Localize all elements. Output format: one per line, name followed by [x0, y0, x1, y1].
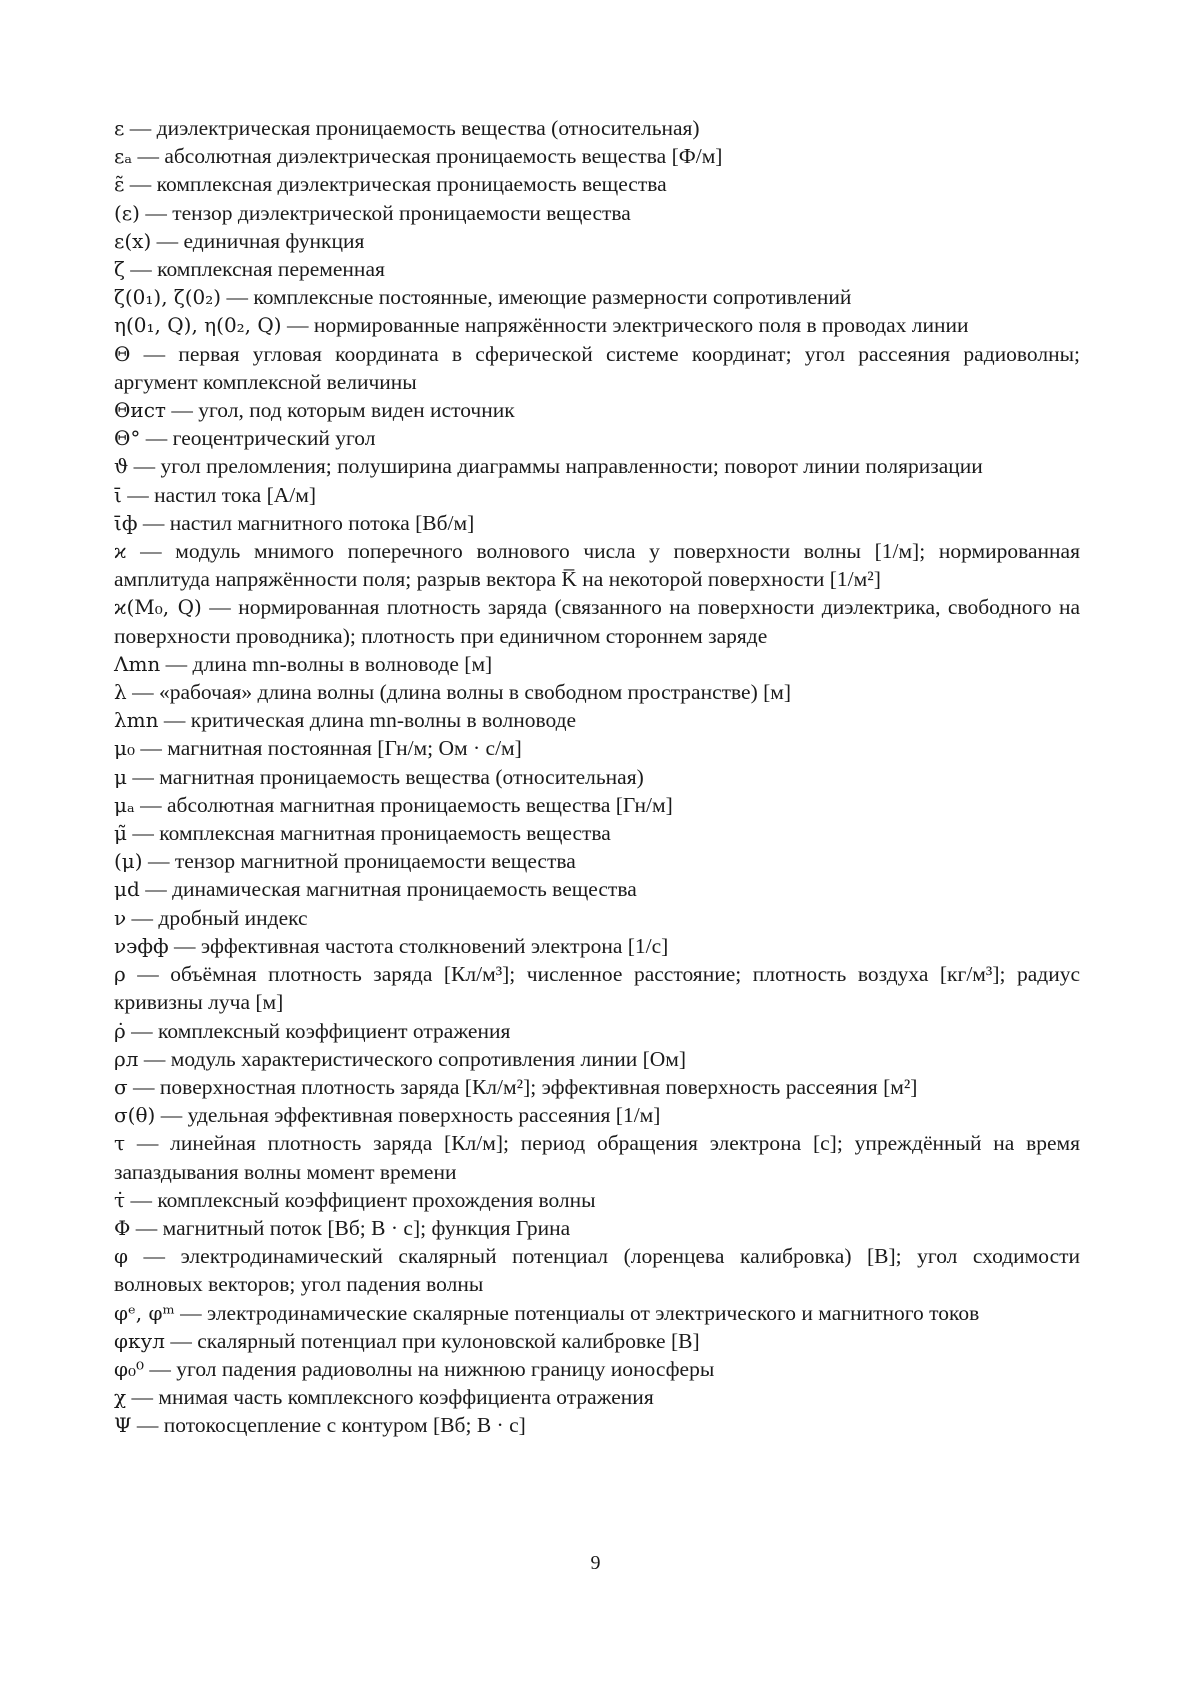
entry-symbol: ζ [114, 257, 125, 282]
entry-description: настил тока [А/м] [154, 482, 317, 507]
entry-dash: — [171, 398, 193, 423]
notation-entry [114, 114, 1080, 142]
notation-entry [114, 255, 1080, 283]
notation-entry [114, 396, 1080, 424]
entry-dash: — [174, 933, 196, 958]
entry-dash: — [131, 1018, 153, 1043]
entry-description: настил магнитного потока [Вб/м] [169, 510, 475, 535]
entry-description: длина mn-волны в волноводе [м] [192, 651, 493, 676]
entry-description: угол, под которым виден источник [198, 398, 515, 423]
entry-description: угол преломления; полуширина диаграммы направленности; поворот линии поляризации [160, 454, 983, 479]
notation-entry [114, 1299, 1080, 1327]
entry-dash: — [136, 1413, 159, 1438]
entry-dash: — [137, 144, 159, 169]
notation-entry [114, 424, 1080, 452]
notation-entry [114, 734, 1080, 762]
entry-symbol: ζ(0₁), ζ(0₂) [114, 285, 222, 310]
entry-description: магнитная проницаемость вещества (относительная) [159, 764, 644, 789]
entry-dash: — [145, 877, 167, 902]
entry-dash: — [129, 116, 152, 140]
entry-description: нормированная плотность заряда (связанного на поверхности диэлектрика, свободного на поверхности проводника); плотность при единичном стороннем заряде [114, 595, 1081, 648]
entry-description: комплексная магнитная проницаемость вещества [159, 821, 611, 846]
entry-description: первая угловая координата в сферической системе координат; угол рассеяния радиоволны; аргумент комплексной величины [114, 341, 1081, 394]
entry-symbol: φ₀⁰ [114, 1356, 145, 1381]
notation-entry [114, 791, 1080, 819]
page-number: 9 [590, 1552, 601, 1574]
notation-entry [114, 340, 1080, 396]
entry-symbol: μ [114, 764, 127, 789]
notation-entry [114, 1242, 1080, 1298]
entry-dash: — [137, 962, 159, 987]
entry-symbol: ῑф [114, 510, 138, 535]
entry-symbol: ν [114, 905, 127, 930]
entry-symbol: ρ [114, 962, 126, 987]
entry-dash: — [133, 1074, 155, 1099]
entry-description: объёмная плотность заряда [Кл/м³]; численное расстояние; плотность воздуха [кг/м³]; радиус кривизны луча [м] [114, 962, 1080, 1015]
entry-symbol: Ψ [114, 1413, 132, 1438]
entry-description: модуль характеристического сопротивления линии [Ом] [170, 1046, 687, 1071]
notation-entry [114, 1073, 1080, 1101]
entry-symbol: ῑ [114, 482, 122, 507]
entry-dash: — [143, 1046, 166, 1071]
entry-dash: — [156, 228, 179, 253]
entry-dash: — [226, 285, 248, 310]
entry-description: комплексный коэффициент отражения [158, 1018, 511, 1043]
entry-description: динамическая магнитная проницаемость вещества [172, 877, 637, 902]
entry-symbol: ε̃ [114, 172, 125, 197]
entry-dash: — [140, 792, 162, 817]
entry-symbol: μd [114, 877, 140, 902]
entry-dash: — [136, 1131, 159, 1156]
entry-description: магнитная постоянная [Гн/м; Ом · с/м] [167, 736, 522, 761]
entry-symbol: ϑ [114, 454, 129, 479]
entry-description: модуль мнимого поперечного волнового числа у поверхности волны [1/м]; нормированная амплитуда напряжённости поля; разрыв вектора K̅ на некоторой поверхности [1/м²] [114, 539, 1080, 592]
notation-entry [114, 650, 1080, 678]
entry-symbol: μₐ [114, 792, 135, 817]
entry-description: комплексные постоянные, имеющие размерности сопротивлений [253, 285, 852, 310]
entry-description: удельная эффективная поверхность рассеяния [1/м] [187, 1103, 661, 1128]
entry-description: единичная функция [183, 228, 365, 253]
entry-dash: — [145, 200, 167, 225]
notation-entry [114, 311, 1080, 339]
entry-symbol: φᵉ, φᵐ [114, 1300, 175, 1325]
entry-dash: — [132, 821, 154, 846]
entry-symbol: Φ [114, 1215, 131, 1240]
entry-symbol: Θ° [114, 426, 141, 451]
entry-dash: — [131, 1385, 153, 1410]
entry-symbol: (ε) [114, 200, 140, 225]
notation-entry [114, 509, 1080, 537]
entry-symbol: ε(x) [114, 228, 152, 253]
entry-description: «рабочая» длина волны (длина волны в свободном пространстве) [м] [158, 680, 792, 705]
entry-symbol: φ [114, 1244, 129, 1269]
entry-description: комплексный коэффициент прохождения волны [157, 1187, 596, 1212]
entry-description: абсолютная магнитная проницаемость вещества [Гн/м] [166, 792, 673, 817]
entry-dash: — [160, 1103, 183, 1128]
entry-description: электродинамические скалярные потенциалы от электрического и магнитного токов [206, 1300, 980, 1325]
entry-dash: — [163, 708, 186, 733]
notation-entry [114, 904, 1080, 932]
entry-description: дробный индекс [158, 905, 308, 930]
notation-entry [114, 1383, 1080, 1411]
entry-symbol: (μ) [114, 849, 143, 874]
notation-entry [114, 847, 1080, 875]
entry-symbol: ρл [114, 1046, 139, 1071]
entry-symbol: τ̇ [114, 1187, 126, 1212]
entry-description: эффективная частота столкновений электрона [1/с] [200, 933, 669, 958]
notation-entry [114, 1411, 1080, 1439]
entry-dash: — [170, 1328, 192, 1353]
entry-symbol: μ̃ [114, 821, 127, 846]
notation-entry [114, 1017, 1080, 1045]
entry-description: нормированные напряжённости электрического поля в проводах линии [313, 313, 969, 338]
notation-entry [114, 706, 1080, 734]
entry-dash: — [209, 595, 231, 620]
entry-description: тензор магнитной проницаемости вещества [174, 849, 576, 874]
notation-entry [114, 1101, 1080, 1129]
entry-symbol: σ(θ) [114, 1103, 156, 1128]
entry-description: мнимая часть комплексного коэффициента отражения [158, 1385, 654, 1410]
entry-symbol: Θ [114, 341, 131, 366]
entry-description: линейная плотность заряда [Кл/м]; период обращения электрона [с]; упреждённый на время запаздывания волны момент времени [114, 1131, 1081, 1184]
notation-entry [114, 452, 1080, 480]
notation-entry [114, 1327, 1080, 1355]
notation-entry [114, 960, 1080, 1016]
notation-entry [114, 678, 1080, 706]
entry-symbol: φкул [114, 1328, 165, 1353]
notation-entry [114, 283, 1080, 311]
notation-entry [114, 1129, 1080, 1185]
notation-entry [114, 593, 1080, 649]
entry-symbol: νэфф [114, 933, 169, 958]
entry-dash: — [142, 510, 165, 535]
entry-dash: — [140, 736, 162, 761]
notation-entry [114, 1355, 1080, 1383]
notation-entry [114, 1045, 1080, 1073]
entry-symbol: χ [114, 1385, 127, 1410]
entry-dash: — [149, 1356, 171, 1381]
notation-entry [114, 227, 1080, 255]
entry-symbol: η(0₁, Q), η(0₂, Q) [114, 313, 282, 338]
entry-symbol: εₐ [114, 144, 133, 169]
notation-entry [114, 932, 1080, 960]
entry-symbol: μ₀ [114, 736, 136, 761]
notation-list [114, 114, 1080, 1440]
entry-dash: — [131, 905, 154, 930]
entry-description: комплексная переменная [157, 257, 385, 282]
entry-dash: — [147, 849, 170, 874]
entry-symbol: Θист [114, 398, 166, 423]
entry-description: абсолютная диэлектрическая проницаемость вещества [Ф/м] [164, 144, 723, 169]
entry-description: угол падения радиоволны на нижнюю границу ионосферы [176, 1356, 715, 1381]
entry-dash: — [165, 651, 188, 676]
notation-entry [114, 819, 1080, 847]
entry-dash: — [143, 1244, 166, 1269]
entry-description: потокосцепление с контуром [Вб; В · с] [163, 1413, 526, 1438]
entry-dash: — [127, 482, 149, 507]
entry-description: электродинамический скалярный потенциал (лоренцева калибровка) [В]; угол сходимости волновых векторов; угол падения волны [114, 1244, 1081, 1297]
entry-symbol: τ [114, 1131, 126, 1156]
entry-dash: — [130, 257, 152, 282]
notation-entry [114, 481, 1080, 509]
notation-entry [114, 537, 1080, 593]
entry-dash: — [145, 426, 168, 451]
notation-entry [114, 199, 1080, 227]
entry-description: геоцентрический угол [172, 426, 376, 451]
entry-dash: — [133, 454, 156, 479]
entry-dash: — [132, 680, 154, 705]
entry-symbol: λ [114, 680, 127, 705]
entry-dash: — [143, 341, 166, 366]
entry-description: критическая длина mn-волны в волноводе [190, 708, 577, 733]
entry-dash: — [135, 1215, 158, 1240]
entry-dash: — [129, 172, 152, 197]
notation-entry [114, 170, 1080, 198]
entry-description: магнитный поток [Вб; В · с]; функция Грина [162, 1215, 571, 1240]
entry-dash: — [286, 313, 309, 338]
entry-symbol: ε [114, 116, 125, 140]
entry-symbol: ϰ [114, 539, 127, 564]
entry-description: скалярный потенциал при кулоновской калибровке [В] [197, 1328, 700, 1353]
notation-entry [114, 1186, 1080, 1214]
entry-description: поверхностная плотность заряда [Кл/м²]; эффективная поверхность рассеяния [м²] [159, 1074, 918, 1099]
entry-dash: — [140, 539, 162, 564]
entry-symbol: ρ̇ [114, 1018, 126, 1043]
entry-dash: — [130, 1187, 152, 1212]
entry-description: комплексная диэлектрическая проницаемость вещества [156, 172, 667, 197]
notation-entry [114, 763, 1080, 791]
notation-entry [114, 142, 1080, 170]
entry-symbol: ϰ(M₀, Q) [114, 595, 202, 620]
entry-symbol: σ [114, 1074, 128, 1099]
entry-description: диэлектрическая проницаемость вещества (относительная) [156, 116, 700, 140]
entry-dash: — [132, 764, 154, 789]
entry-symbol: λmn [114, 708, 159, 733]
entry-description: тензор диэлектрической проницаемости вещества [172, 200, 631, 225]
entry-symbol: Λmn [114, 651, 161, 676]
notation-entry [114, 875, 1080, 903]
notation-entry [114, 1214, 1080, 1242]
entry-dash: — [180, 1300, 202, 1325]
